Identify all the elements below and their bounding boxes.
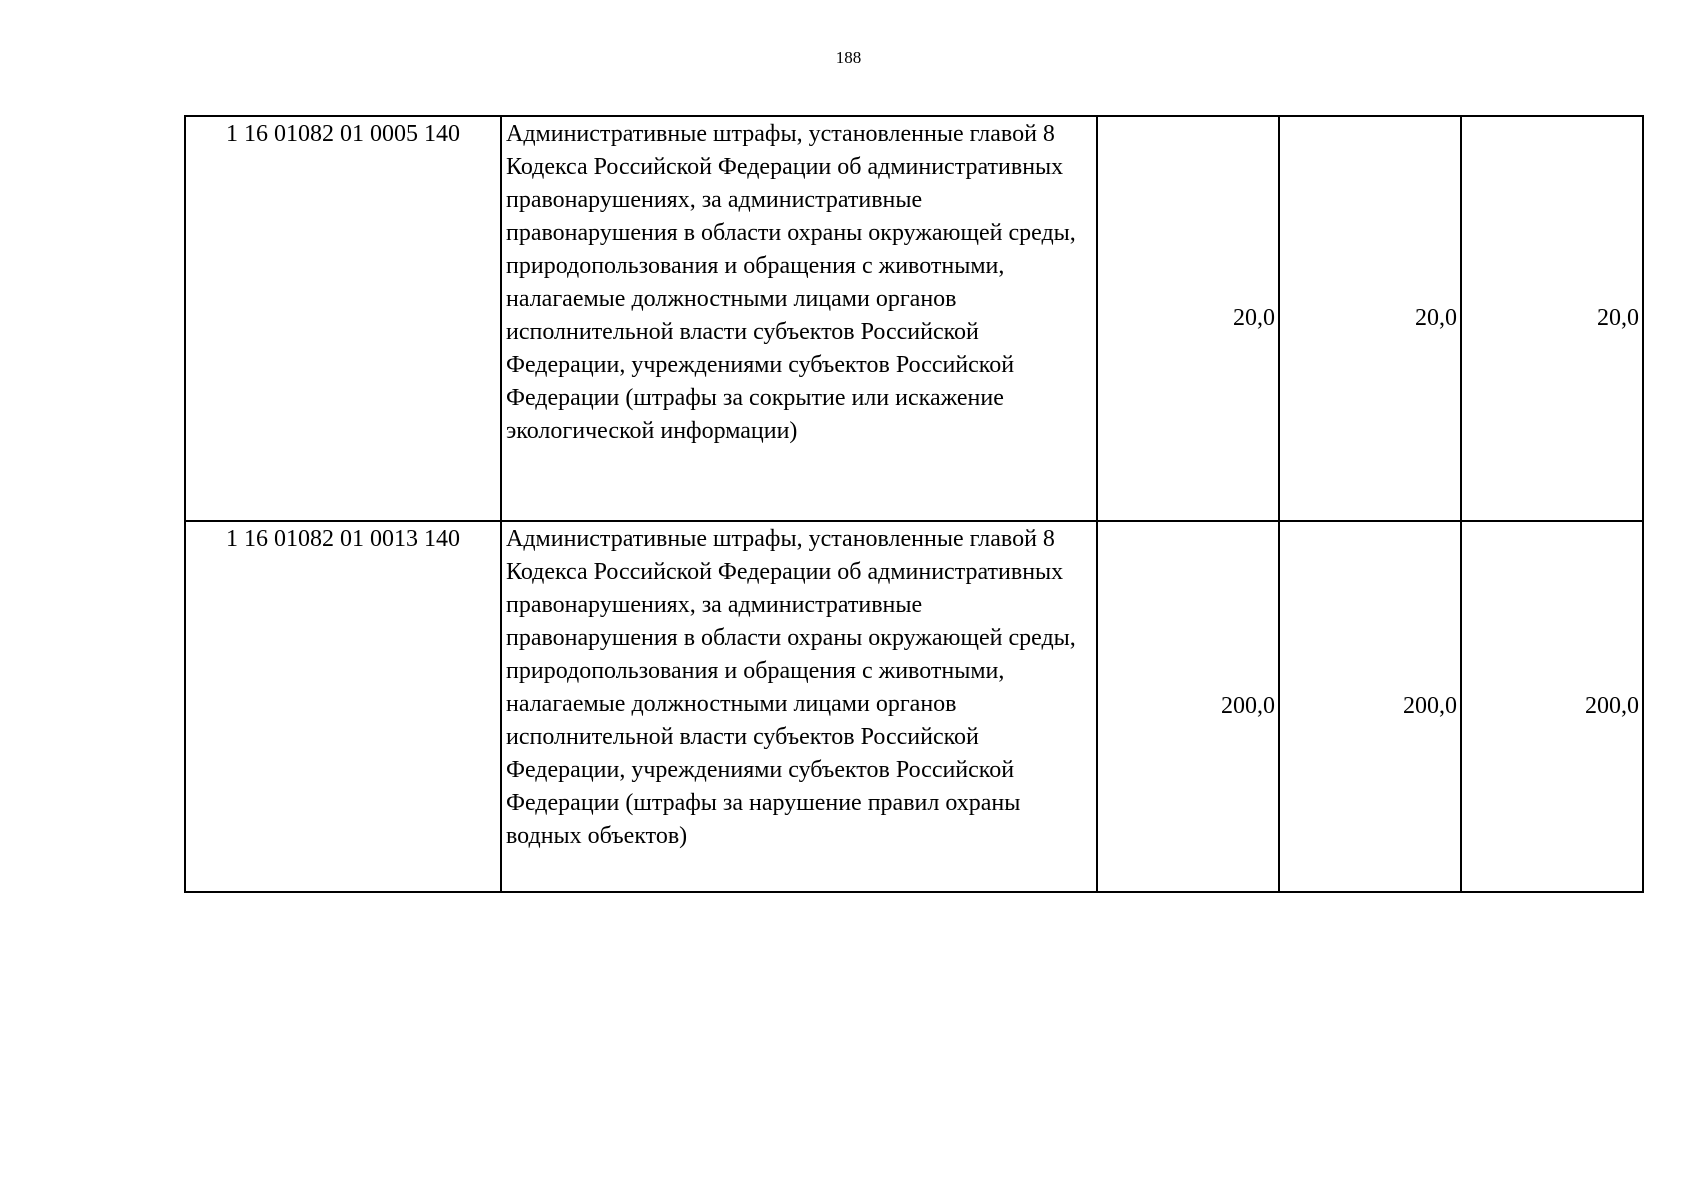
value-cell-year-3: 20,0 xyxy=(1461,116,1643,521)
table-row xyxy=(185,521,1643,892)
revenue-code-cell: 1 16 01082 01 0013 140 xyxy=(185,521,501,892)
page-number: 188 xyxy=(835,48,862,67)
value-cell-year-2: 200,0 xyxy=(1279,521,1461,892)
revenue-table xyxy=(184,115,1644,893)
description-cell: Административные штрафы, установленные главой 8 Кодекса Российской Федерации об административных правонарушениях, за административные правонарушения в области охраны окружающей среды, природопользования и обращения с животными, налагаемые должностными лицами органов исполнительной власти субъектов Российской Федерации, учреждениями субъектов Российской Федерации (штрафы за сокрытие или искажение экологической информации) xyxy=(501,116,1097,521)
value-cell-year-3: 200,0 xyxy=(1461,521,1643,892)
revenue-code-cell: 1 16 01082 01 0005 140 xyxy=(185,116,501,521)
table-row xyxy=(185,116,1643,521)
description-cell: Административные штрафы, установленные главой 8 Кодекса Российской Федерации об административных правонарушениях, за административные правонарушения в области охраны окружающей среды, природопользования и обращения с животными, налагаемые должностными лицами органов исполнительной власти субъектов Российской Федерации, учреждениями субъектов Российской Федерации (штрафы за нарушение правил охраны водных объектов) xyxy=(501,521,1097,892)
value-cell-year-2: 20,0 xyxy=(1279,116,1461,521)
value-cell-year-1: 20,0 xyxy=(1097,116,1279,521)
value-cell-year-1: 200,0 xyxy=(1097,521,1279,892)
